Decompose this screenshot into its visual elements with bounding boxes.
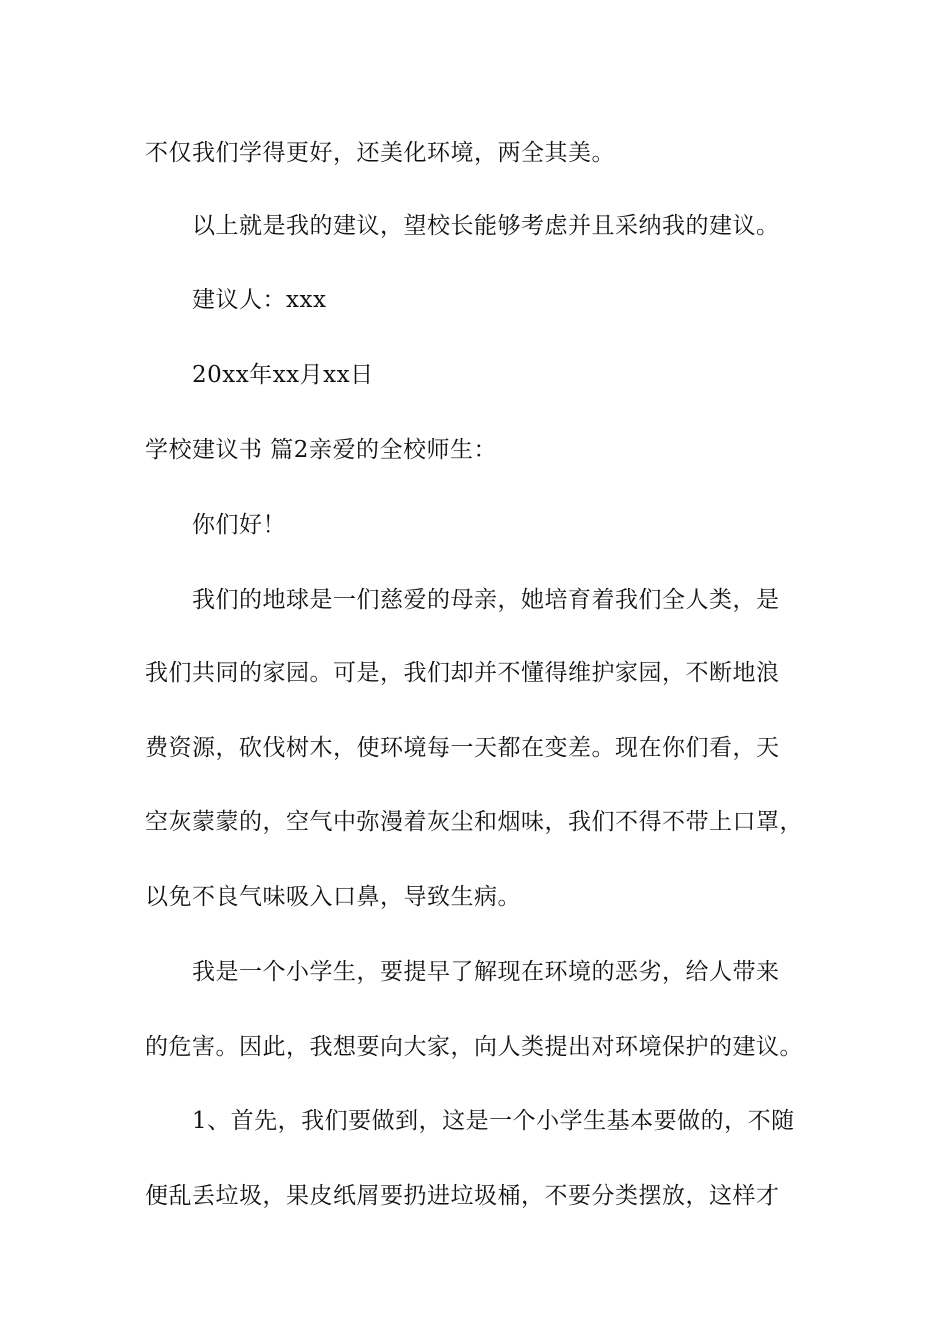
text-line: 以免不良气味吸入口鼻，导致生病。 xyxy=(145,884,521,910)
text-line: 不仅我们学得更好，还美化环境，两全其美。 xyxy=(145,140,615,166)
greeting-line: 你们好！ xyxy=(192,512,286,538)
text-line: 我们的地球是一们慈爱的母亲，她培育着我们全人类，是 xyxy=(192,587,780,613)
text-line: 空灰蒙蒙的，空气中弥漫着灰尘和烟味，我们不得不带上口罩， xyxy=(145,809,803,835)
text-line: 便乱丢垃圾，果皮纸屑要扔进垃圾桶，不要分类摆放，这样才 xyxy=(145,1183,780,1209)
section-heading: 学校建议书 篇2亲爱的全校师生： xyxy=(145,437,497,463)
text-line: 的危害。因此，我想要向大家，向人类提出对环境保护的建议。 xyxy=(145,1034,803,1060)
signature-line: 建议人：xxx xyxy=(192,287,327,313)
text-line: 我们共同的家园。可是，我们却并不懂得维护家园，不断地浪 xyxy=(145,660,780,686)
text-line: 我是一个小学生，要提早了解现在环境的恶劣，给人带来 xyxy=(192,959,780,985)
text-line: 以上就是我的建议，望校长能够考虑并且采纳我的建议。 xyxy=(192,213,780,239)
text-line: 费资源，砍伐树木，使环境每一天都在变差。现在你们看，天 xyxy=(145,735,780,761)
date-line: 20xx年xx月xx日 xyxy=(192,362,374,388)
text-line: 1、首先，我们要做到，这是一个小学生基本要做的，不随 xyxy=(192,1108,795,1134)
